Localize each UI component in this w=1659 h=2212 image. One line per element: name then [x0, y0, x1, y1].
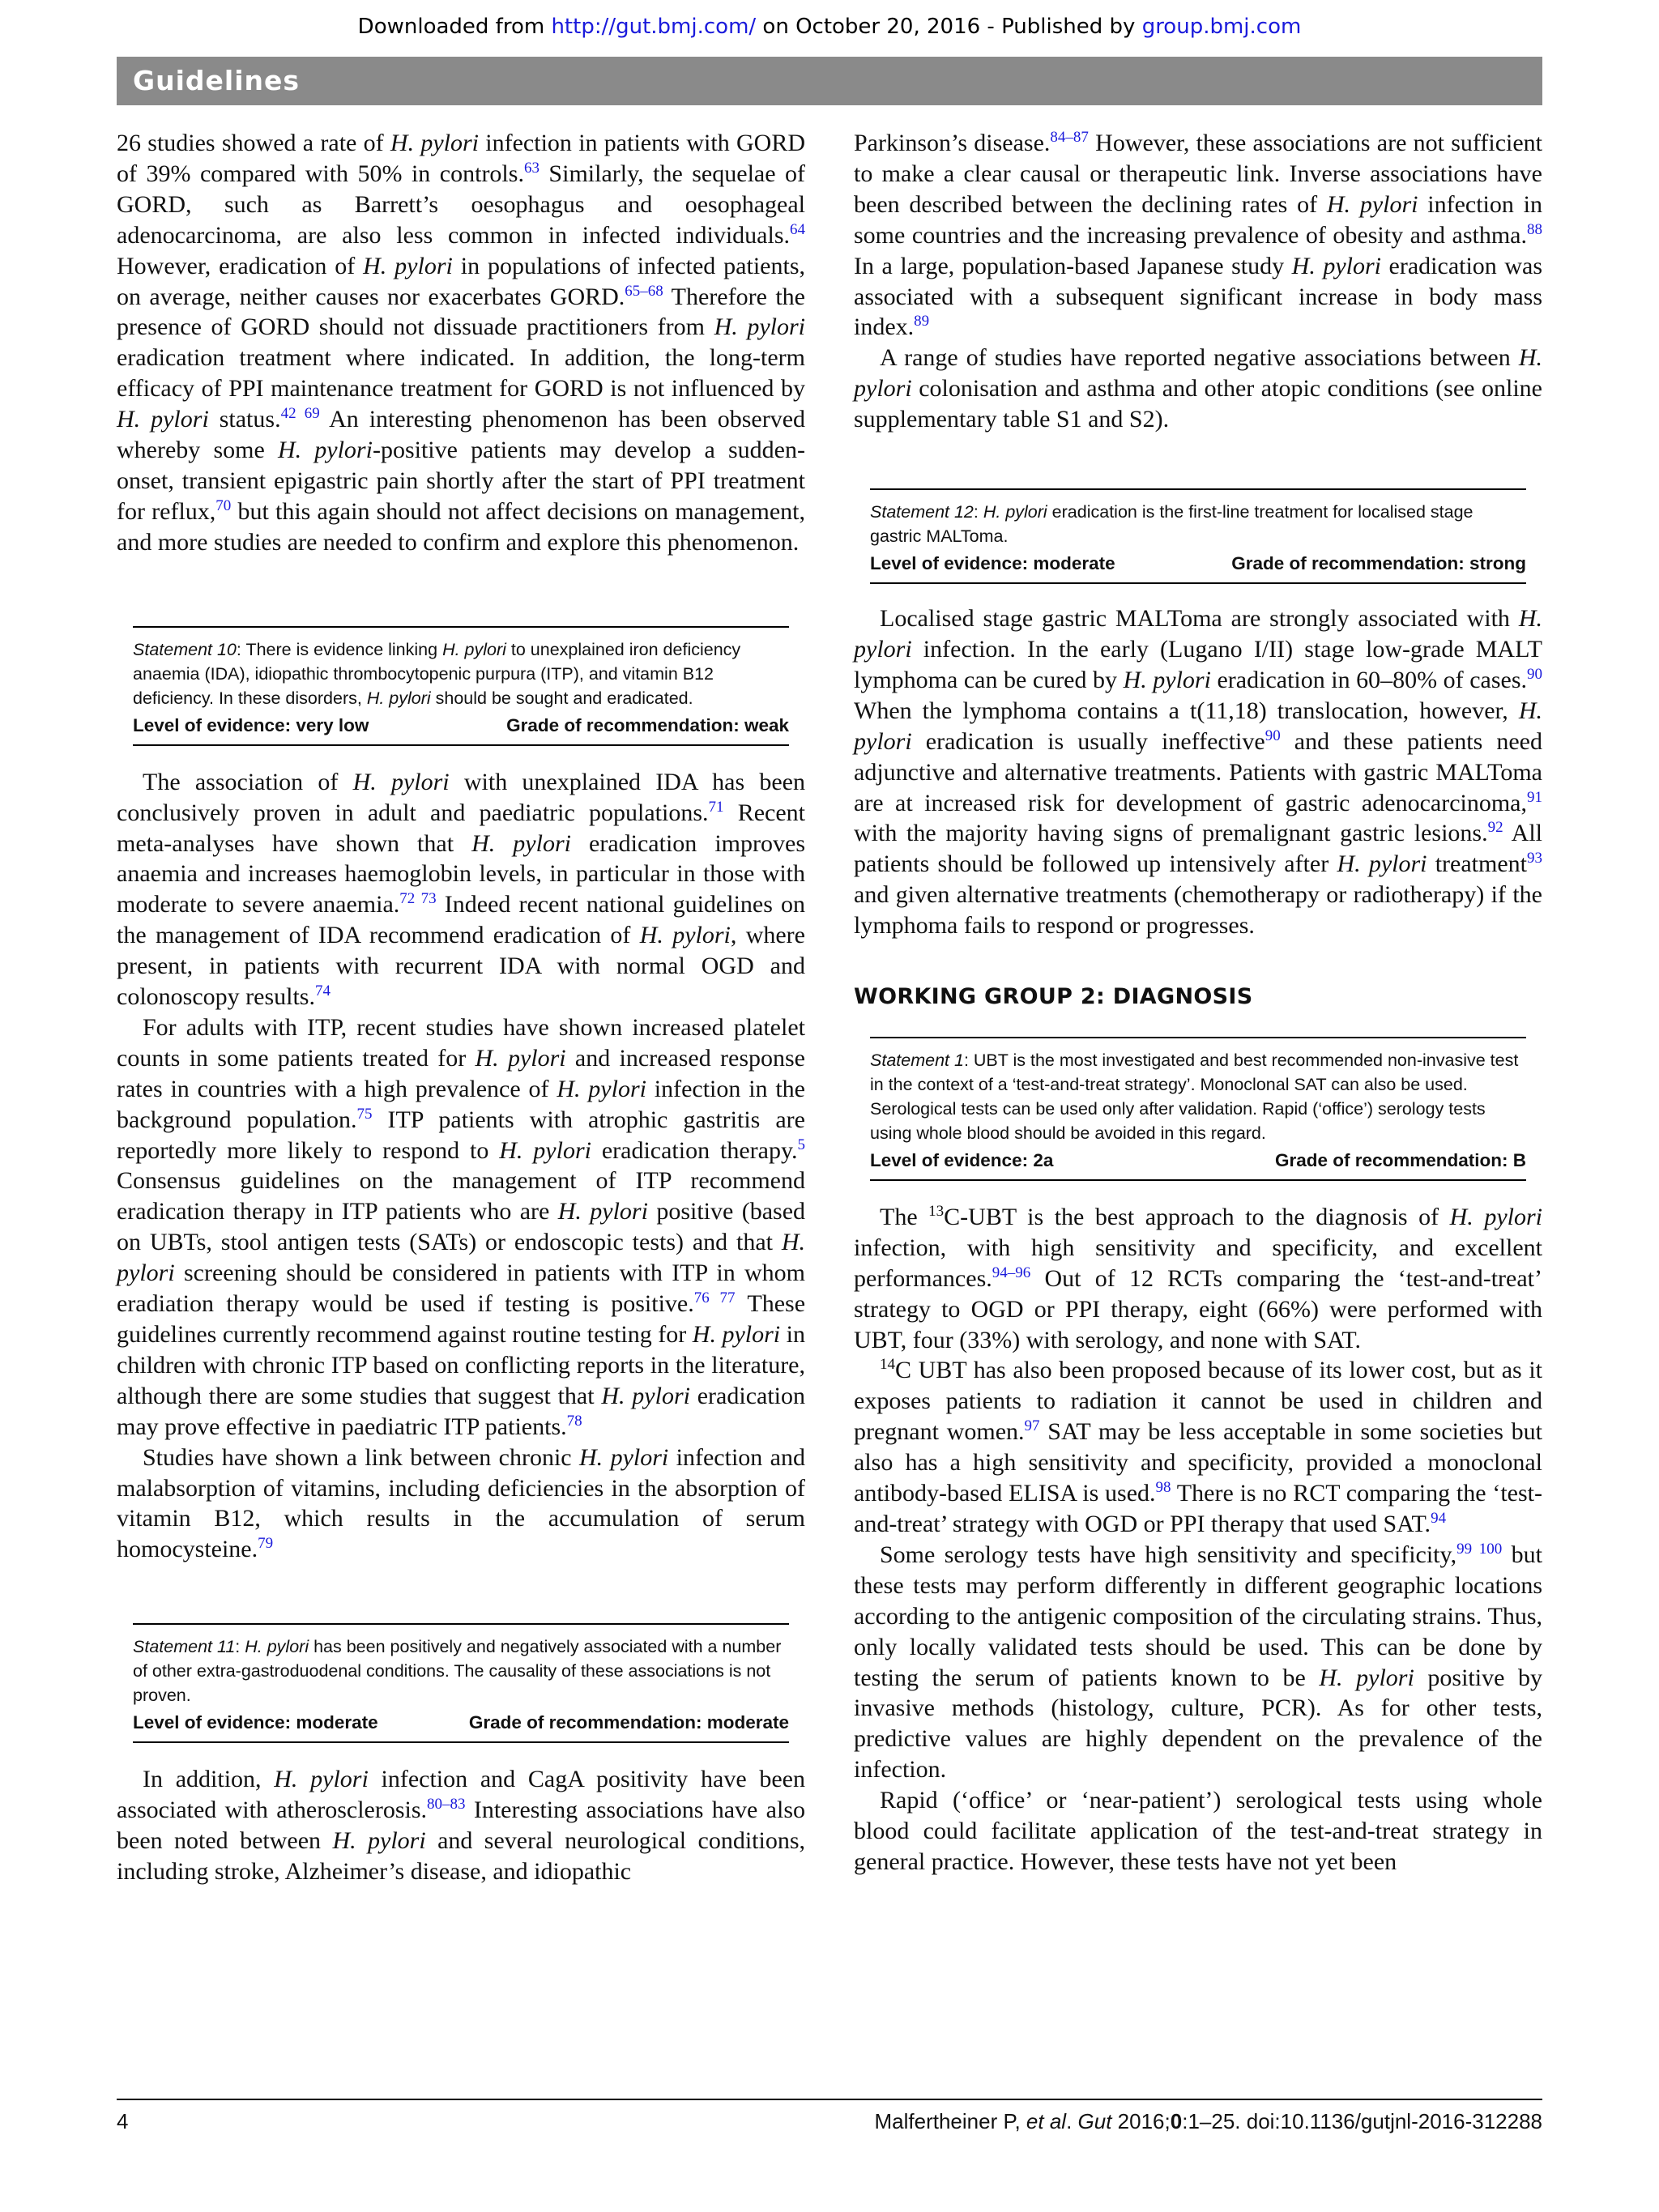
reference-link[interactable]: 5 [797, 1136, 805, 1153]
species-name: H. pylori [557, 1198, 648, 1225]
text-run: should be sought and eradicated. [430, 688, 693, 708]
section-band: Guidelines [117, 57, 1542, 105]
species-name: H. pylori [692, 1321, 781, 1348]
species-name: H. pylori [854, 344, 1542, 403]
evidence-row [133, 712, 789, 739]
text-run: -positive patients may develop a sudden-onset, transient epigastric pain shortly after the start of PPI treatment for reflux, [117, 437, 805, 525]
species-name: H. pylori [442, 639, 506, 659]
text-run: C-UBT is the best approach to the diagnosis of [944, 1203, 1450, 1230]
text-run: The [880, 1203, 929, 1230]
text-run: eradication was associated with a subsequent significant increase in body mass index. [854, 252, 1542, 341]
reference-link[interactable]: 75 [356, 1105, 373, 1123]
species-name: H. pylori [854, 605, 1542, 663]
text-run: Localised stage gastric MALToma are strongly associated with [880, 605, 1519, 633]
text-run: and these patients need adjunctive and alternative treatments. Patients with gastric MALToma are at increased risk for development of gastric adenocarcinoma, [854, 727, 1542, 816]
text-run: 2016; [1111, 2109, 1171, 2133]
text-run: For adults with ITP, recent studies have shown increased platelet counts in some patients treated for [117, 1013, 805, 1072]
text-run: Similarly, the sequelae of GORD, such as Barrett’s oesophagus and oesophageal adenocarcinoma, are also less common in infected individuals. [117, 160, 806, 249]
species-name: H. pylori [471, 829, 571, 857]
species-name: H. pylori [639, 922, 731, 949]
text-run: Consensus guidelines on the management of ITP recommend eradication therapy in ITP patients who are [117, 1167, 805, 1225]
level-of-evidence: Level of evidence: moderate [870, 553, 1115, 574]
download-prefix: Downloaded from [357, 15, 552, 39]
reference-link[interactable]: 71 [708, 798, 724, 816]
statement-text [133, 637, 789, 710]
footer-rule [117, 2099, 1542, 2100]
text-run: infection and malabsorption of vitamins, including deficiencies in the absorption of vitamin B12, which results in the accumulation of serum homocysteine. [117, 1443, 805, 1563]
grade-of-recommendation: Grade of recommendation: moderate [468, 1712, 789, 1733]
statement-text [870, 1048, 1526, 1145]
reference-link[interactable]: 92 [1487, 819, 1503, 837]
reference-link[interactable]: 65–68 [625, 282, 663, 300]
section-heading: WORKING GROUP 2: DIAGNOSIS [854, 984, 1253, 1010]
evidence-row [870, 550, 1526, 578]
text-run: eradication is the first-line treatment for localised stage gastric MALToma. [870, 502, 1473, 547]
species-name: H. pylori [332, 1827, 426, 1855]
species-name: H. pylori [601, 1382, 690, 1409]
text-run: positive (based on UBTs, stool antigen tests (SATs) or endoscopic tests) and that [117, 1198, 806, 1256]
text-run: et al [1026, 2109, 1067, 2133]
text-run: In a large, population-based Japanese study [854, 252, 1292, 279]
statement-12-box [870, 488, 1526, 584]
reference-link[interactable]: 79 [258, 1535, 274, 1553]
reference-link[interactable]: 94–96 [992, 1264, 1031, 1281]
text-run: eradication in 60–80% of cases. [1210, 666, 1528, 693]
species-name: H. pylori [274, 1766, 369, 1793]
text-run: infection in patients with GORD of 39% compared with 50% in controls. [117, 130, 805, 187]
statement-1-box [870, 1037, 1526, 1181]
statement-text [133, 1634, 789, 1707]
left-column [117, 128, 805, 1887]
paragraph-maltoma [854, 603, 1542, 941]
paragraph-atherosclerosis [117, 1764, 805, 1887]
level-of-evidence: Level of evidence: moderate [133, 1712, 378, 1733]
grade-of-recommendation: Grade of recommendation: strong [1231, 553, 1526, 574]
species-name: H. pylori [557, 1075, 646, 1102]
reference-link[interactable]: 93 [1527, 850, 1543, 867]
text-run: with the majority having signs of premalignant gastric lesions. [854, 820, 1488, 847]
text-run: with unexplained IDA has been conclusively proven in adult and paediatric populations. [117, 768, 805, 826]
paragraph-ida [117, 767, 805, 1012]
download-notice [0, 15, 1659, 39]
text-run: in children with chronic ITP based on conflicting reports in the literature, although there are some studies that suggest that [117, 1321, 806, 1409]
text-run: and several neurological conditions, including stroke, Alzheimer’s disease, and idiopathic [117, 1827, 806, 1885]
text-run: eradication may prove effective in paediatric ITP patients. [117, 1382, 805, 1440]
text-run: treatment [1427, 850, 1528, 878]
text-run: :1–25. doi:10.1136/gutjnl-2016-312288 [1182, 2109, 1542, 2133]
text-run: Interesting associations have also been noted between [117, 1796, 805, 1855]
paragraph-13c-ubt [854, 1202, 1542, 1356]
text-run: colonisation and asthma and other atopic conditions (see online supplementary table S1 and S2). [854, 375, 1542, 433]
reference-link[interactable]: 98 [1155, 1479, 1171, 1497]
text-run: When the lymphoma contains a t(11,18) translocation, however, [854, 697, 1519, 724]
reference-link[interactable]: 90 [1265, 727, 1281, 744]
reference-link[interactable]: 70 [215, 497, 232, 514]
text-run: in populations of infected patients, on average, neither causes nor exacerbates GORD. [117, 252, 805, 310]
text-run: eradication improves anaemia and increases haemoglobin levels, in particular in those with moderate to severe anaemia. [117, 829, 805, 918]
species-name: H. pylori [499, 1136, 591, 1164]
paragraph-asthma [854, 343, 1542, 435]
isotope-superscript: 14 [880, 1356, 895, 1374]
text-run: eradication therapy. [591, 1136, 798, 1164]
statement-label: Statement 12 [870, 502, 974, 522]
text-run: to unexplained iron deficiency anaemia (IDA), idiopathic thrombocytopenic purpura (ITP), and vitamin B12 deficiency. In these disorders, [133, 639, 741, 708]
text-run: has been positively and negatively associated with a number of other extra-gastroduodenal conditions. The causality of these associations is not proven. [133, 1637, 782, 1706]
reference-link[interactable]: 89 [914, 313, 930, 330]
text-run: status. [208, 406, 281, 433]
gut-bmj-link[interactable]: http://gut.bmj.com/ [551, 15, 757, 39]
paragraph-rapid-tests [854, 1785, 1542, 1877]
text-run: Some serology tests have high sensitivity and specificity, [880, 1541, 1457, 1568]
species-name: H. pylori [1123, 666, 1211, 693]
species-name: H. pylori [475, 1044, 566, 1072]
paragraph-itp [117, 1012, 805, 1443]
text-run: infection, with high sensitivity and specificity, and excellent performances. [854, 1234, 1542, 1292]
text-run: Parkinson’s disease. [854, 130, 1051, 156]
species-name: H. pylori [854, 697, 1542, 755]
species-name: H. pylori [1319, 1664, 1414, 1691]
species-name: H. pylori [366, 688, 431, 708]
text-run: Rapid (‘office’ or ‘near-patient’) serological tests using whole blood could facilitate application of the test-and-treat strategy in general practice. However, these tests have not yet been [854, 1787, 1542, 1875]
text-run: eradication is usually ineffective [911, 727, 1265, 755]
reference-link[interactable]: 97 [1024, 1417, 1040, 1435]
text-run: : [973, 502, 983, 522]
text-run: Studies have shown a link between chronic [143, 1443, 580, 1471]
text-run: C UBT has also been proposed because of its lower cost, but as it exposes patients to radiation it cannot be used in children and pregnant women. [854, 1357, 1542, 1446]
text-run: Out of 12 RCTs comparing the ‘test-and-treat’ strategy to OGD or PPI therapy, eight (66%) were performed with UBT, four (33%) with serology, and none with SAT. [854, 1264, 1542, 1353]
reference-link[interactable]: 90 [1527, 665, 1543, 683]
reference-link[interactable]: 88 [1527, 220, 1542, 238]
text-run: There is no RCT comparing the ‘test-and-treat’ strategy with OGD or PPI therapy that used SAT. [854, 1480, 1542, 1537]
text-run: However, these associations are not sufficient to make a clear causal or therapeutic link. Inverse associations have been described between the declining rates of [854, 130, 1543, 218]
species-name: H. pylori [983, 502, 1047, 522]
level-of-evidence: Level of evidence: 2a [870, 1149, 1054, 1170]
isotope-superscript: 13 [928, 1202, 945, 1220]
text-run: An interesting phenomenon has been observed whereby some [117, 406, 806, 464]
text-run: : UBT is the most investigated and best recommended non-invasive test in the context of a ‘test-and-treat strategy’. Monoclonal SAT can also be used. Serological tests can be used only after validation. Rapid (‘office’) serology tests using whole blood should be avoided in this regard. [870, 1050, 1519, 1143]
text-run: infection in some countries and the increasing prevalence of obesity and asthma. [854, 190, 1542, 249]
text-run: ITP patients with atrophic gastritis are reportedly more likely to respond to [117, 1106, 805, 1164]
text-run: positive by invasive methods (histology, culture, PCR). As for other tests, predictive values are highly dependent on the prevalence of the infection. [854, 1664, 1543, 1784]
species-name: H. pylori [245, 1637, 309, 1657]
text-run: infection. In the early (Lugano I/II) stage low-grade MALT lymphoma can be cured by [854, 635, 1542, 693]
species-name: H. pylori [363, 252, 453, 279]
species-name: H. pylori [117, 1229, 805, 1287]
text-run: eradication treatment where indicated. In addition, the long-term efficacy of PPI maintenance treatment for GORD is not influenced by [117, 344, 805, 403]
species-name: H. pylori [117, 406, 209, 433]
text-run: infection and CagA positivity have been associated with atherosclerosis. [117, 1766, 805, 1824]
grade-of-recommendation: Grade of recommendation: B [1274, 1149, 1526, 1170]
text-run: but these tests may perform differently in different geographic locations according to the antigenic composition of the circulating strains. Thus, only locally validated tests should be used. This can be done by testing the serum of patients known to be [854, 1541, 1542, 1691]
statement-10-box [133, 626, 789, 746]
statement-text [870, 500, 1526, 548]
text-run: 26 studies showed a rate of [117, 130, 390, 156]
evidence-row [870, 1147, 1526, 1174]
reference-link[interactable]: 63 [523, 159, 539, 177]
citation [875, 2109, 1542, 2134]
text-run: These guidelines currently recommend against routine testing for [117, 1290, 806, 1348]
reference-link[interactable]: 76 77 [693, 1289, 736, 1307]
volume: 0 [1170, 2109, 1183, 2133]
evidence-row [133, 1709, 789, 1737]
statement-11-box [133, 1623, 789, 1743]
paragraph-14c-ubt [854, 1355, 1542, 1539]
text-run: A range of studies have reported negative associations between [880, 344, 1519, 372]
reference-link[interactable]: 72 73 [399, 890, 437, 908]
paragraph-gord [117, 128, 805, 558]
text-run: Indeed recent national guidelines on the management of IDA recommend eradication of [117, 891, 806, 949]
reference-link[interactable]: 80–83 [427, 1796, 466, 1813]
species-name: H. pylori [714, 313, 805, 341]
statement-label: Statement 11 [133, 1637, 236, 1657]
species-name: H. pylori [390, 130, 480, 156]
text-run: All patients should be followed up intensively after [854, 820, 1542, 878]
paragraph-serology [854, 1540, 1542, 1785]
text-run: Malfertheiner P, [874, 2109, 1026, 2133]
right-column [854, 128, 1542, 1877]
reference-link[interactable]: 74 [314, 982, 331, 1000]
text-run: SAT may be less acceptable in some societies but also has a high sensitivity and specificity, provided a monoclonal antibody-based ELISA is used. [854, 1418, 1542, 1507]
text-run: In addition, [143, 1766, 275, 1793]
reference-link[interactable]: 84–87 [1050, 129, 1089, 146]
statement-label: Statement 1 [870, 1050, 964, 1070]
text-run: and increased response rates in countries with a high prevalence of [117, 1044, 805, 1102]
statement-label: Statement 10 [133, 639, 237, 659]
publisher-link[interactable]: group.bmj.com [1141, 15, 1302, 39]
reference-link[interactable]: 64 [790, 220, 805, 238]
text-run: Therefore the presence of GORD should not dissuade practitioners from [117, 283, 805, 341]
reference-link[interactable]: 78 [566, 1412, 582, 1430]
journal-name: Gut [1077, 2109, 1112, 2133]
text-run: : There is evidence linking [236, 639, 443, 659]
species-name: H. pylori [1337, 850, 1427, 878]
text-run: : [235, 1637, 245, 1657]
species-name: H. pylori [1326, 190, 1418, 218]
reference-link[interactable]: 42 69 [280, 405, 320, 423]
text-run: but this again should not affect decisions on management, and more studies are needed to confirm and explore this phenomenon. [117, 497, 805, 556]
species-name: H. pylori [1449, 1203, 1542, 1230]
text-run: screening should be considered in patients with ITP in whom eradiation therapy would be used if testing is positive. [117, 1259, 805, 1318]
text-run: and given alternative treatments (chemotherapy or radiotherapy) if the lymphoma fails to respond or progresses. [854, 881, 1542, 940]
species-name: H. pylori [352, 768, 450, 795]
text-run: , where present, in patients with recurrent IDA with normal OGD and colonoscopy results. [117, 922, 805, 1011]
text-run: infection in the background population. [117, 1075, 805, 1133]
reference-link[interactable]: 99 100 [1456, 1540, 1503, 1558]
text-run: However, eradication of [117, 252, 364, 279]
paragraph-vitamins [117, 1443, 805, 1566]
species-name: H. pylori [1291, 252, 1382, 279]
paragraph-parkinson [854, 128, 1542, 343]
species-name: H. pylori [579, 1443, 669, 1471]
grade-of-recommendation: Grade of recommendation: weak [506, 714, 789, 735]
reference-link[interactable]: 91 [1527, 788, 1542, 806]
reference-link[interactable]: 94 [1431, 1510, 1447, 1527]
level-of-evidence: Level of evidence: very low [133, 714, 369, 735]
text-run: The association of [143, 768, 353, 795]
text-run: Recent meta-analyses have shown that [117, 799, 805, 857]
text-run: . [1066, 2109, 1078, 2133]
species-name: H. pylori [277, 437, 373, 464]
page-number: 4 [117, 2109, 129, 2133]
download-middle: on October 20, 2016 - Published by [756, 15, 1142, 39]
